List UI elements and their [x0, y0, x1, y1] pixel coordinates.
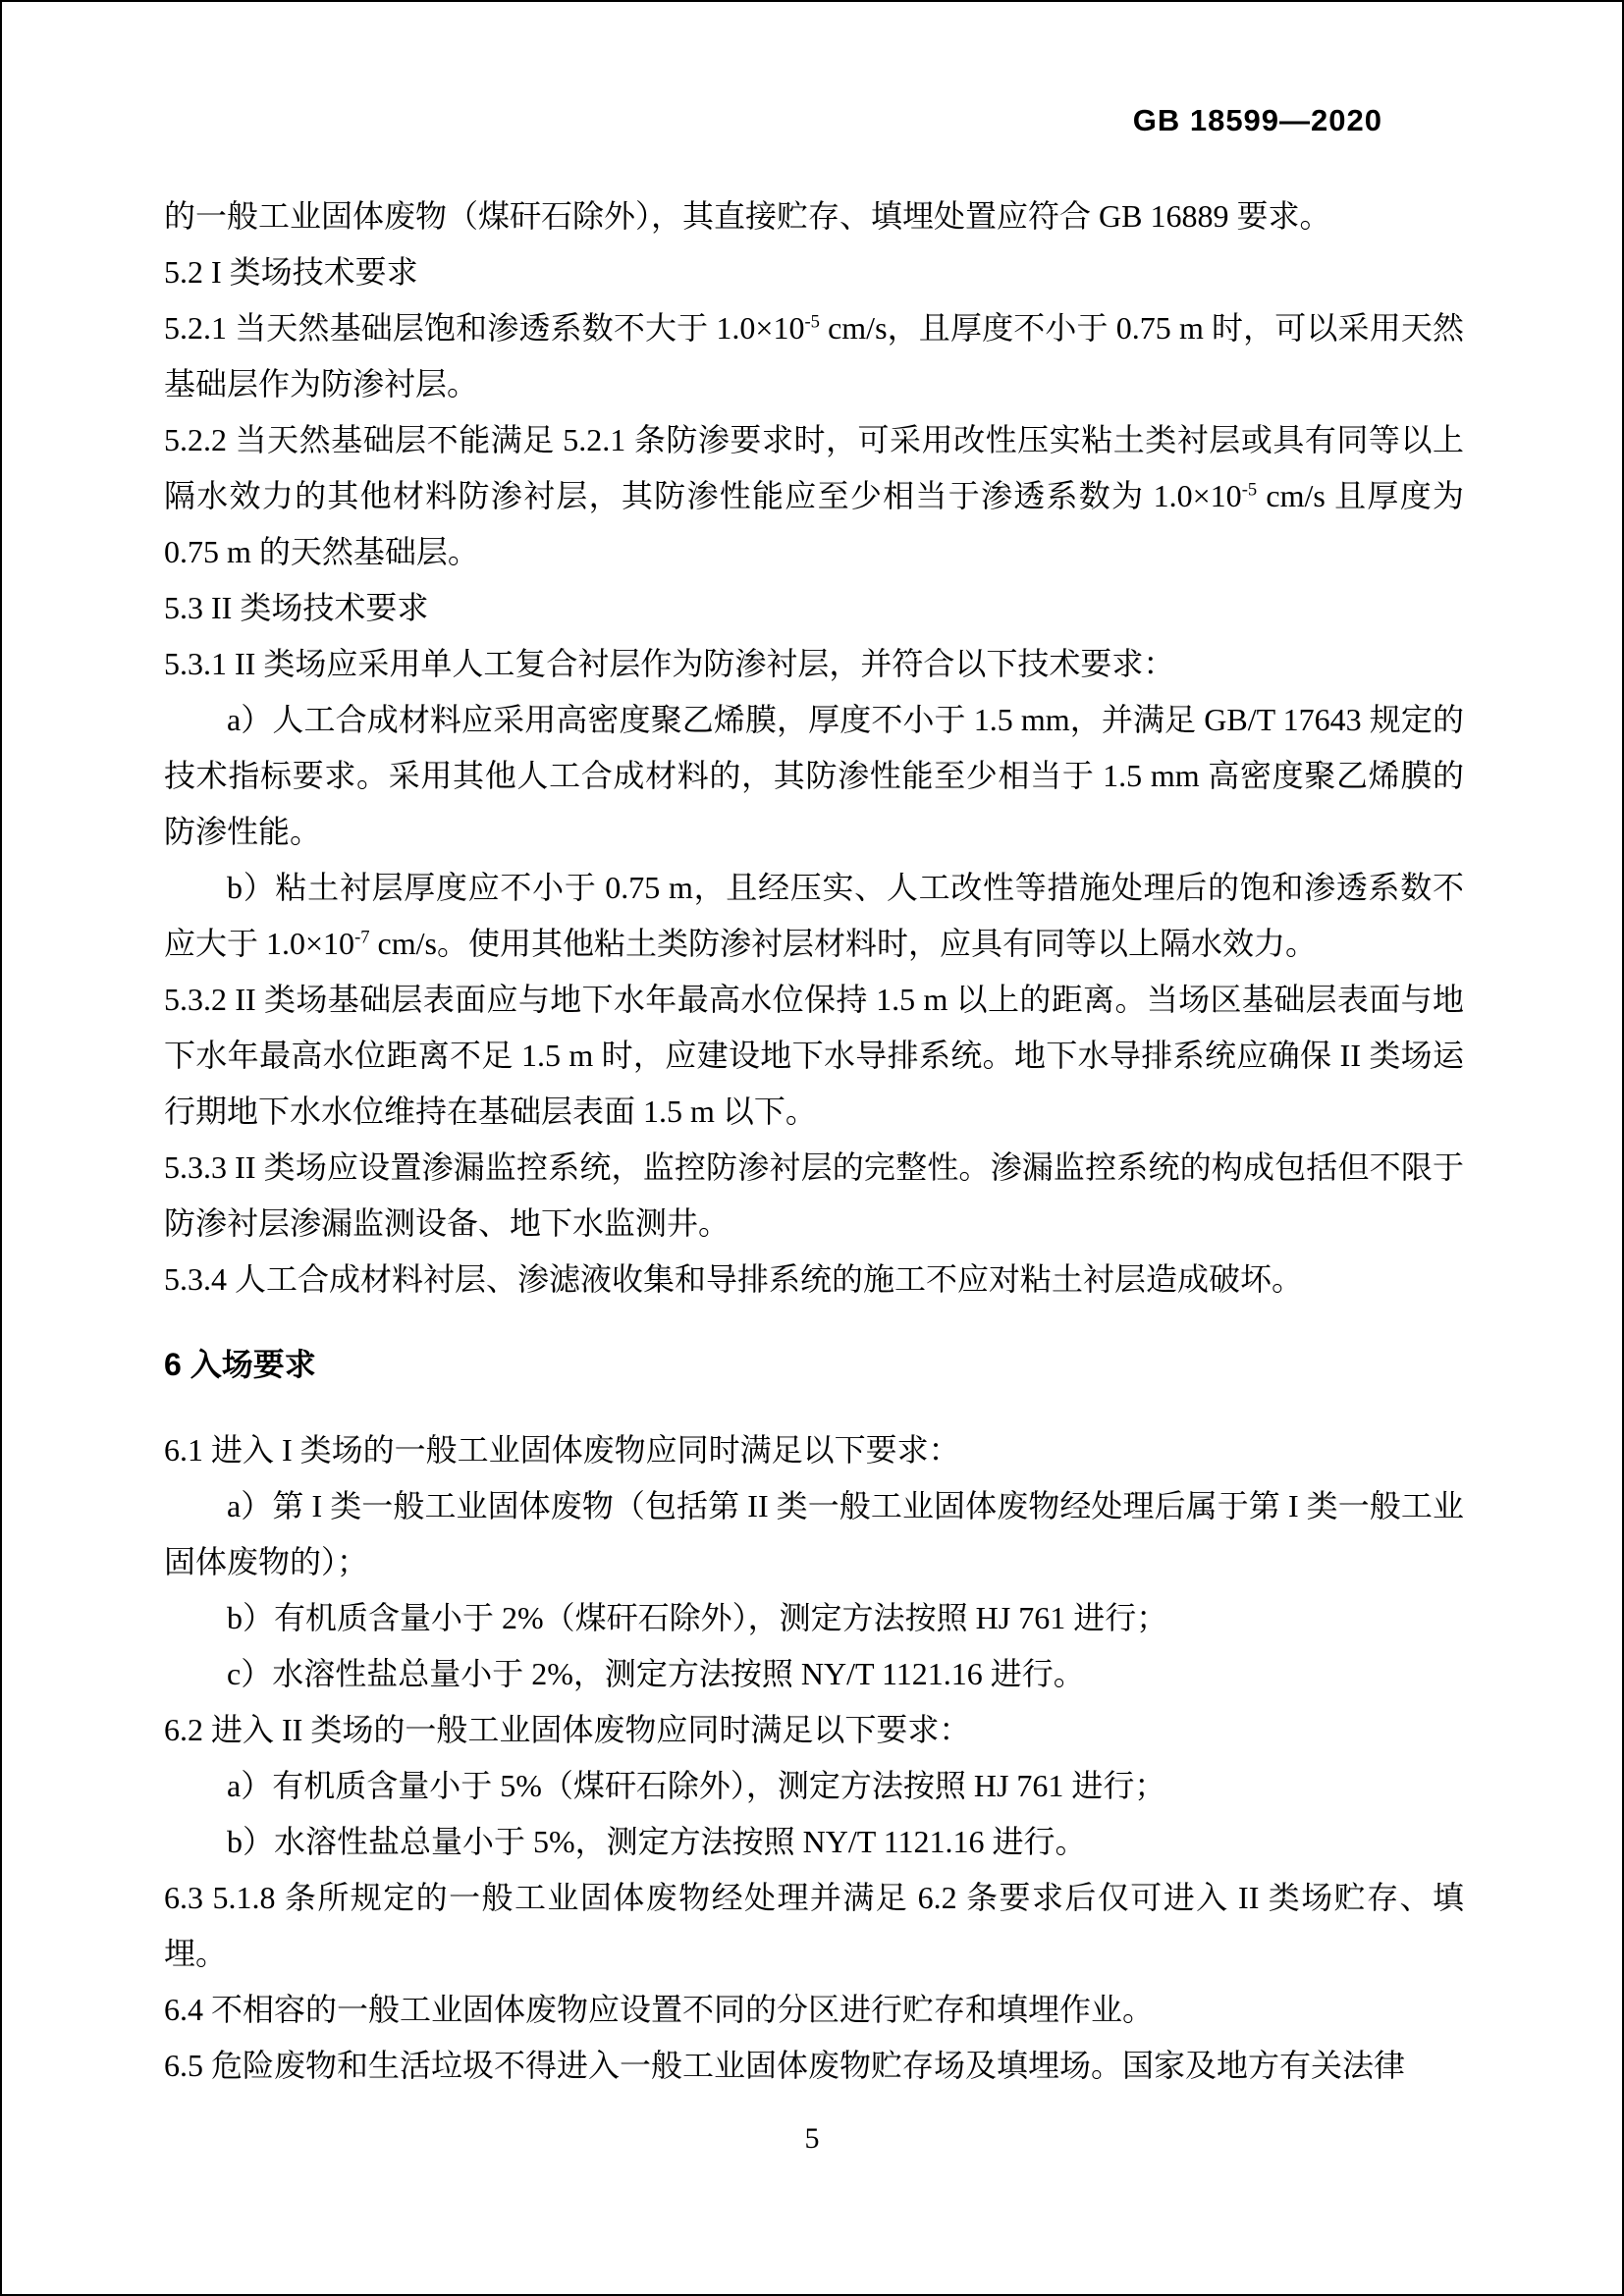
clause-6-2: 6.2 进入 II 类场的一般工业固体废物应同时满足以下要求：	[164, 1712, 971, 1747]
clause-5-3-4: 5.3.4 人工合成材料衬层、渗滤液收集和导排系统的施工不应对粘土衬层造成破坏。	[164, 1261, 1304, 1297]
clause-6-2-item-b: b）水溶性盐总量小于 5%，测定方法按照 NY/T 1121.16 进行。	[227, 1824, 1087, 1859]
document-body	[164, 188, 1464, 2094]
clause-5-3-1: 5.3.1 II 类场应采用单人工复合衬层作为防渗衬层，并符合以下技术要求：	[164, 646, 1175, 681]
clause-6-1: 6.1 进入 I 类场的一般工业固体废物应同时满足以下要求：	[164, 1432, 960, 1468]
clause-5-2-title: 5.2 I 类场技术要求	[164, 254, 418, 290]
clause-5-3-1-item-b: b）粘土衬层厚度应不小于 0.75 m，且经压实、人工改性等措施处理后的饱和渗透系数不应大于 $1.0\times 10^{-7}$ cm/s。使用其他粘土类防渗衬层材料时，应具有同等以上隔水效力。	[164, 870, 1464, 961]
standard-code-header: GB 18599—2020	[1132, 103, 1382, 137]
page-number: 5	[804, 2122, 820, 2155]
clause-6-5: 6.5 危险废物和生活垃圾不得进入一般工业固体废物贮存场及填埋场。国家及地方有关法律	[164, 2048, 1406, 2083]
clause-6-1-item-a: a）第 I 类一般工业固体废物（包括第 II 类一般工业固体废物经处理后属于第 I 类一般工业固体废物的）；	[164, 1488, 1464, 1579]
clause-5-2-2: 5.2.2 当天然基础层不能满足 5.2.1 条防渗要求时，可采用改性压实粘土类衬层或具有同等以上隔水效力的其他材料防渗衬层，其防渗性能应至少相当于渗透系数为 $1.0\times 10^{-5}$ cm/s 且厚度为 0.75 m 的天然基础层。	[164, 422, 1464, 569]
superscript: -7	[354, 927, 370, 948]
clause-6-4: 6.4 不相容的一般工业固体废物应设置不同的分区进行贮存和填埋作业。	[164, 1992, 1155, 2027]
clause-5-2-1: 5.2.1 当天然基础层饱和渗透系数不大于 $1.0\times 10^{-5}$ cm/s，且厚度不小于 0.75 m 时，可以采用天然基础层作为防渗衬层。	[164, 310, 1464, 401]
section-6-heading: 6 入场要求	[164, 1347, 316, 1382]
clause-5-3-2: 5.3.2 II 类场基础层表面应与地下水年最高水位保持 1.5 m 以上的距离。当场区基础层表面与地下水年最高水位距离不足 1.5 m 时，应建设地下水导排系统。地下水导排系统应确保 II 类场运行期地下水水位维持在基础层表面 1.5 m 以下。	[164, 982, 1464, 1129]
clause-6-2-item-a: a）有机质含量小于 5%（煤矸石除外），测定方法按照 HJ 761 进行；	[227, 1768, 1166, 1803]
paragraph-continued: 的一般工业固体废物（煤矸石除外），其直接贮存、填埋处置应符合 GB 16889 要求。	[164, 198, 1331, 234]
clause-6-3: 6.3 5.1.8 条所规定的一般工业固体废物经处理并满足 6.2 条要求后仅可进入 II 类场贮存、填埋。	[164, 1880, 1464, 1971]
clause-6-1-item-c: c）水溶性盐总量小于 2%，测定方法按照 NY/T 1121.16 进行。	[227, 1656, 1085, 1691]
clause-5-3-title: 5.3 II 类场技术要求	[164, 590, 429, 625]
clause-5-3-1-item-a: a）人工合成材料应采用高密度聚乙烯膜，厚度不小于 1.5 mm，并满足 GB/T 17643 规定的技术指标要求。采用其他人工合成材料的，其防渗性能至少相当于 1.5 mm 高密度聚乙烯膜的防渗性能。	[164, 702, 1464, 849]
clause-6-1-item-b: b）有机质含量小于 2%（煤矸石除外），测定方法按照 HJ 761 进行；	[227, 1600, 1168, 1635]
clause-5-3-3: 5.3.3 II 类场应设置渗漏监控系统，监控防渗衬层的完整性。渗漏监控系统的构成包括但不限于防渗衬层渗漏监测设备、地下水监测井。	[164, 1149, 1464, 1241]
superscript: -5	[804, 311, 820, 333]
superscript: -5	[1241, 479, 1258, 501]
